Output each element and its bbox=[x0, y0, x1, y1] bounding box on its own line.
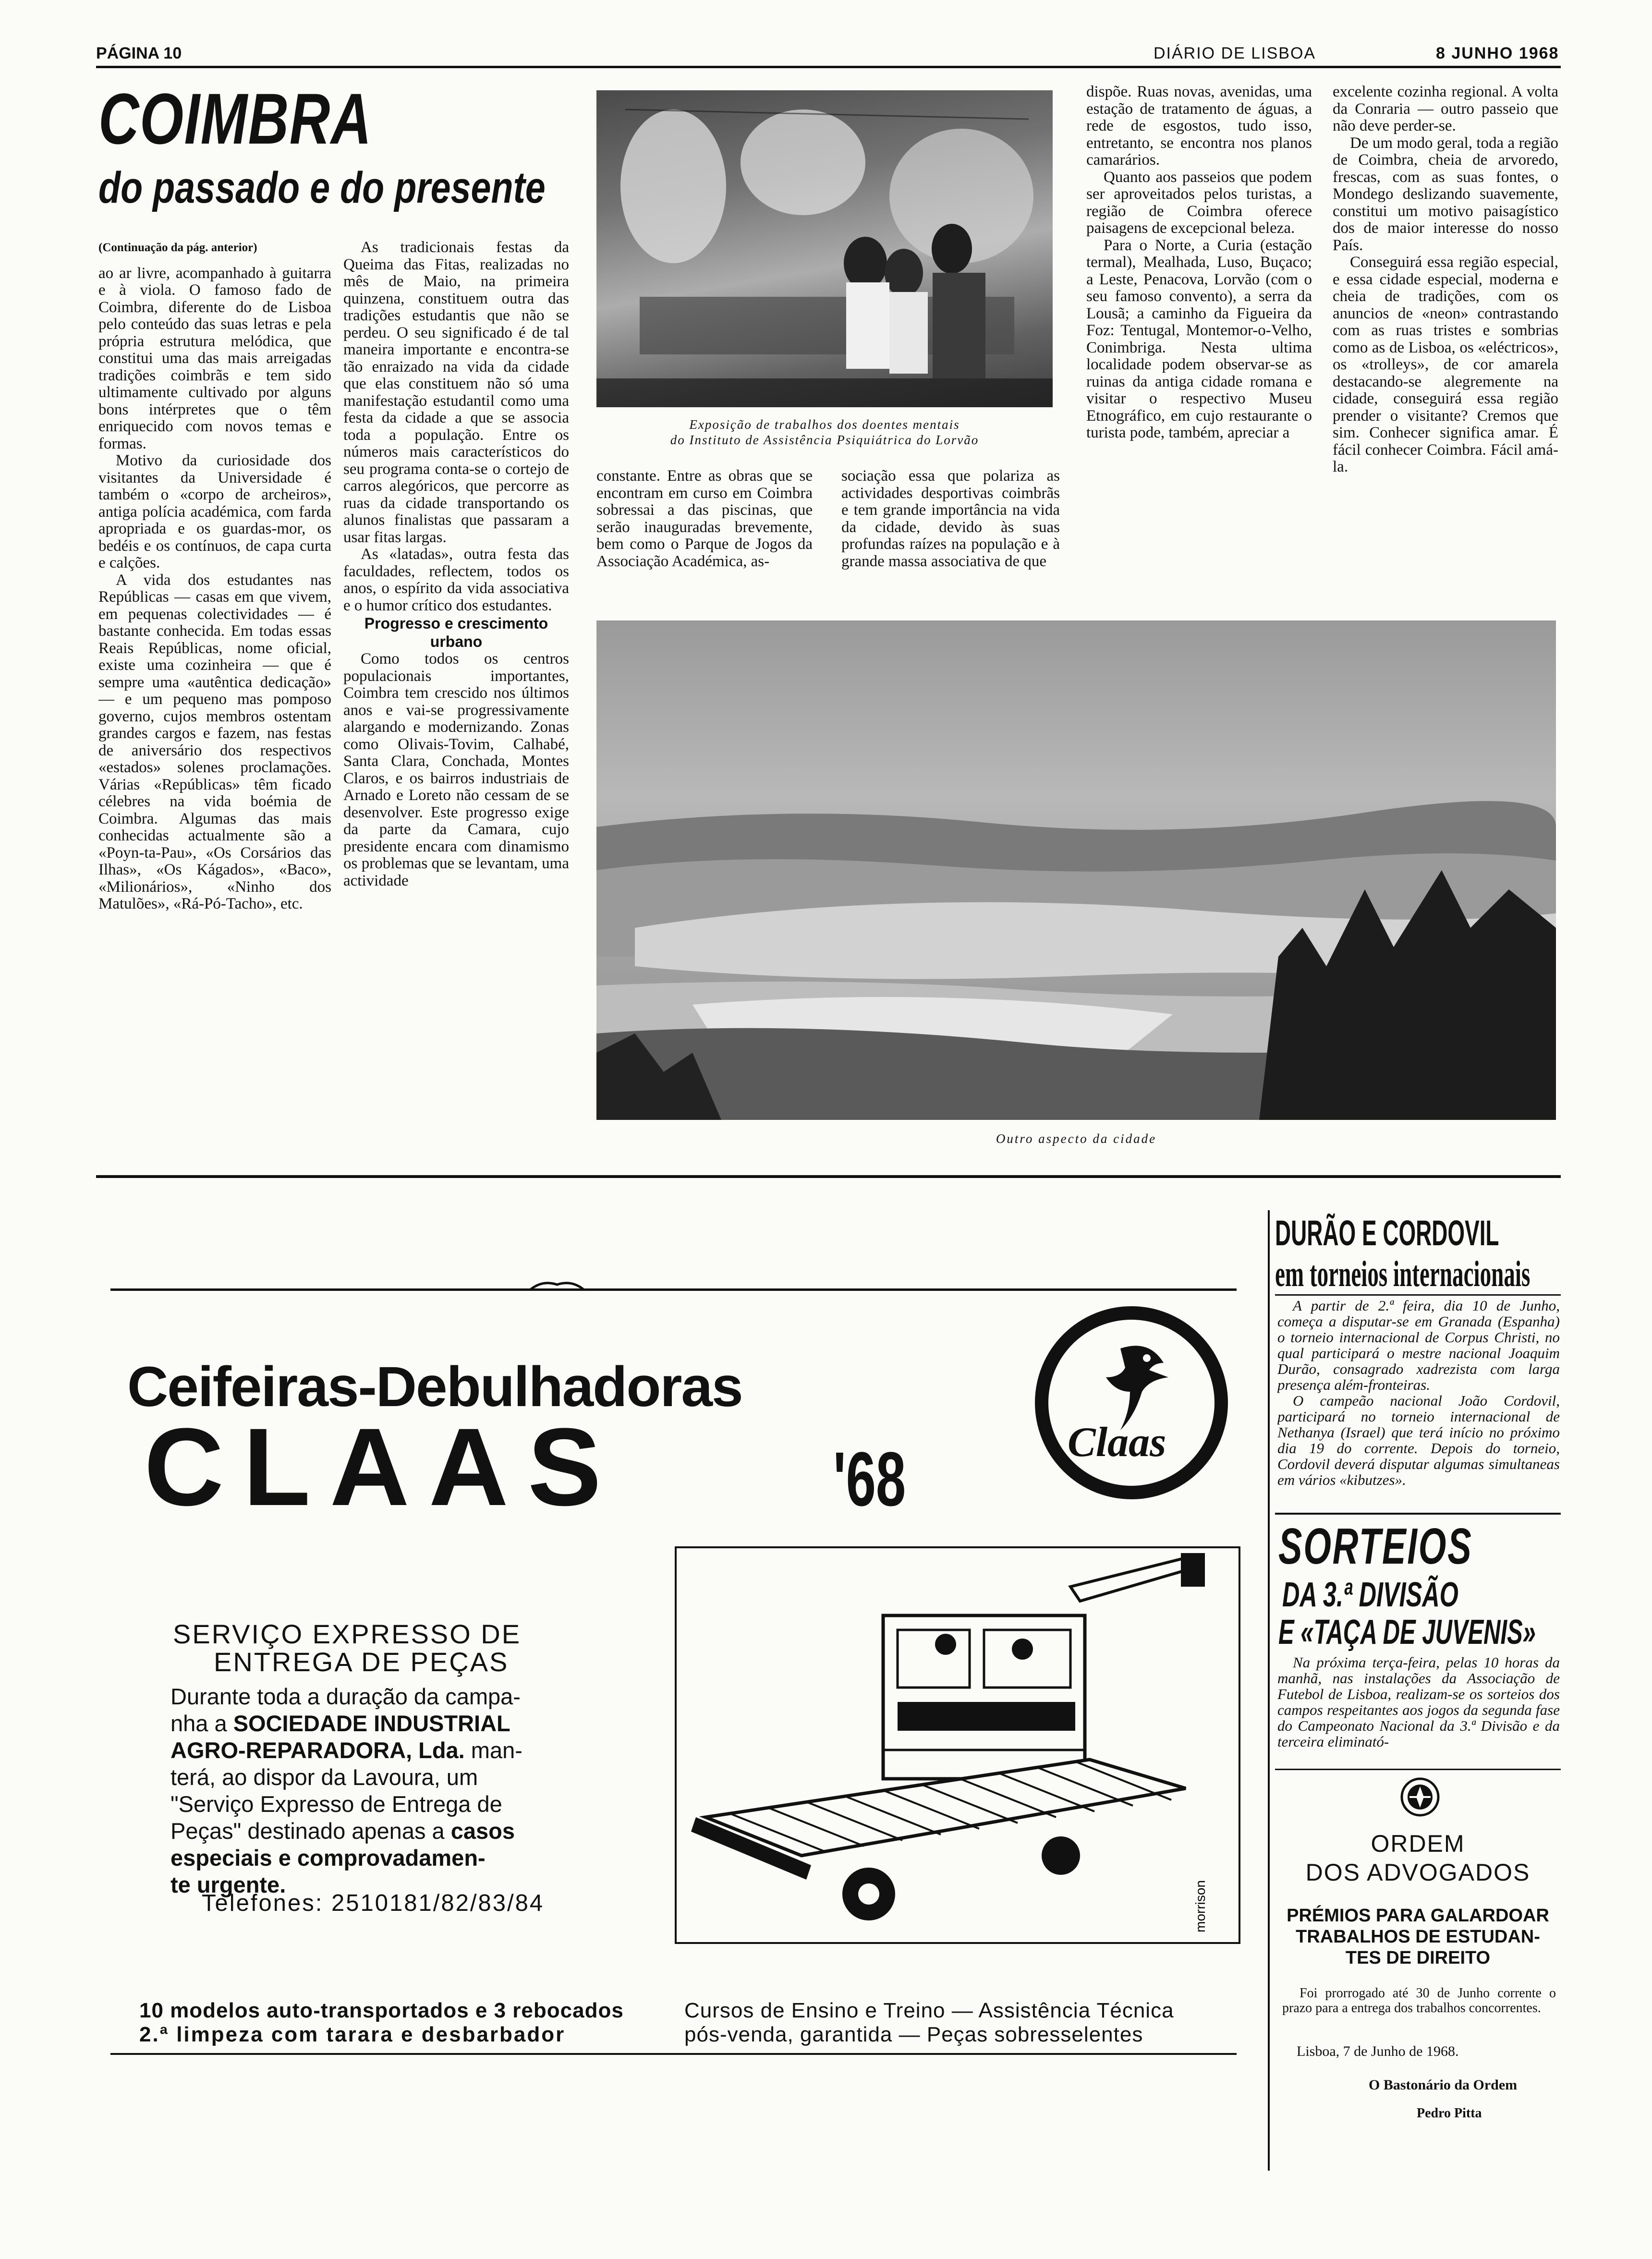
ad-top-ornament bbox=[528, 1277, 586, 1292]
claas-logo-ring bbox=[1048, 1320, 1215, 1486]
company-name: SOCIEDADE INDUSTRIAL bbox=[233, 1711, 510, 1736]
ordem-title-1: ORDEM bbox=[1371, 1830, 1465, 1857]
exhibition-photo-caption-1: Exposição de trabalhos dos doentes mentais bbox=[689, 417, 960, 432]
body-line: especiais e comprovadamen- bbox=[170, 1845, 486, 1870]
ordem-emblem-svg bbox=[1400, 1777, 1440, 1817]
premios-body: Foi prorrogado até 30 de Junho corrente o prazo para a entrega dos trabalhos concorrentes. bbox=[1282, 1986, 1556, 2016]
paragraph: Na próxima terça-feira, pelas 10 horas da manhã, nas instalações da Associação de Futebol de Lisboa, realizam-se os sorteios dos campos respeitantes aos jogos da segunda fase do Campeonato Nacional da 3.ª Divisão e da terceira eliminató- bbox=[1277, 1654, 1560, 1750]
harvester-illustration-box bbox=[675, 1546, 1240, 1944]
claas-logo bbox=[1035, 1306, 1228, 1499]
paragraph: De um modo geral, toda a região de Coimbra, cheia de arvoredo, frescas, com as suas fontes, o Mondego deslizando suavemente, constitui um motivo paisagístico dos de maior interesse do nosso País. bbox=[1333, 134, 1558, 254]
paragraph: As «latadas», outra festa das faculdades, reflectem, todos os anos, o espírito da vida associativa e o humor crítico dos estudantes. bbox=[343, 546, 569, 614]
body-line bbox=[170, 1737, 632, 1764]
exhibition-photo bbox=[596, 90, 1053, 407]
body-text: nha a bbox=[170, 1711, 233, 1736]
issue-date: 8 JUNHO 1968 bbox=[1436, 44, 1559, 62]
sorteios-division-text: DA 3.ª DIVISÃO bbox=[1282, 1576, 1458, 1614]
article-column-2 bbox=[343, 239, 569, 1164]
ad-top-rule bbox=[110, 1288, 1237, 1291]
paragraph: excelente cozinha regional. A volta da Conraria — outro passeio que não deve perder-se. bbox=[1333, 84, 1558, 134]
paragraph: A vida dos estudantes nas Repúblicas — casas em que vivem, em pequenas colectividades — é bastante conhecida. Em todas essas Reais Repúblicas, nome oficial, existe uma cozinheira — que é sempre uma «autêntica dedicação» — e um pequeno mas pomposo governo, cujos membros ostentam grandes cargos e fazem, nas festas de aniversário dos respectivos «estados» solenes proclamações. Várias «Repúblicas» têm ficado célebres na vida boémia de Coimbra. Algumas das mais conhecidas actualmente são a «Poyn-ta-Pau», «Os Corsários das Ilhas», «Os Kágados», «Baco», «Milionários», «Ninho dos Matulões», «Rá-Pó-Tacho», etc. bbox=[98, 571, 331, 912]
paragraph: dispõe. Ruas novas, avenidas, uma estação de tratamento de águas, a rede de esgostos, tudo isso, entretanto, se encontra nos planos camarários. bbox=[1086, 84, 1312, 169]
sorteios-title-text: SORTEIOS bbox=[1278, 1518, 1473, 1575]
paragraph: constante. Entre as obras que se encontram em curso em Coimbra sobressai a das piscinas, que serão inauguradas brevemente, bem como o Parque de Jogos da Associação Académica, as- bbox=[596, 468, 813, 570]
ad-footer-right-1: Cursos de Ensino e Treino — Assistência Técnica bbox=[684, 1999, 1174, 2022]
body-text: man- bbox=[464, 1737, 522, 1763]
city-photo-caption: Outro aspecto da cidade bbox=[996, 1131, 1157, 1146]
body-emphasis: casos bbox=[450, 1818, 515, 1844]
article-column-1 bbox=[98, 239, 331, 1164]
durao-bottom-rule bbox=[1275, 1513, 1561, 1515]
premios-title-2: TRABALHOS DE ESTUDAN- bbox=[1296, 1927, 1540, 1947]
service-body bbox=[170, 1683, 632, 1898]
city-photo bbox=[596, 620, 1556, 1120]
body-line bbox=[170, 1710, 632, 1737]
body-line: terá, ao dispor da Lavoura, um bbox=[170, 1764, 478, 1790]
body-line bbox=[170, 1818, 632, 1845]
sorteios-cup-text: E «TAÇA DE JUVENIS» bbox=[1278, 1613, 1536, 1652]
claas-logo-text: Claas bbox=[1068, 1419, 1166, 1466]
paragraph: sociação essa que polariza as actividades desportivas coimbrãs e tem grande importância na vida da cidade, devido às suas profundas raízes na população e à grande massa associativa de que bbox=[841, 468, 1060, 570]
durao-rule bbox=[1275, 1294, 1561, 1296]
article-title: COIMBRA bbox=[98, 78, 372, 159]
body-line: "Serviço Expresso de Entrega de bbox=[170, 1791, 502, 1817]
ad-phones: Telefones: 2510181/82/83/84 bbox=[202, 1890, 545, 1916]
paragraph: Quanto aos passeios que podem ser aproveitados pelos turistas, a região de Coimbra oferece paisagens de excepcional beleza. bbox=[1086, 168, 1312, 237]
sorteios-rule bbox=[1275, 1769, 1561, 1770]
continuation-note: (Continuação da pág. anterior) bbox=[98, 241, 257, 254]
section-subhead: Progresso e crescimento urbano bbox=[364, 615, 548, 650]
exhibition-photo-art bbox=[596, 90, 1053, 407]
ad-footer-right-2: pós-venda, garantida — Peças sobresselentes bbox=[684, 2023, 1143, 2046]
premios-title-1: PRÉMIOS PARA GALARDOAR bbox=[1287, 1906, 1549, 1926]
paragraph: Motivo da curiosidade dos visitantes da Universidade é também o «corpo de archeiros», antiga polícia académica, com farda apropriada e os guardas-mor, os bedéis e os contínuos, de capa curta e calções. bbox=[98, 452, 331, 571]
machine-label: CLAAS bbox=[960, 1750, 1031, 1768]
page-number: PÁGINA 10 bbox=[96, 44, 182, 62]
body-text: Peças" destinado apenas a bbox=[170, 1818, 451, 1844]
durao-title-text: DURÃO E CORDOVIL bbox=[1275, 1213, 1499, 1253]
ordem-emblem-icon bbox=[1400, 1777, 1440, 1817]
article-column-5 bbox=[1086, 84, 1312, 607]
ad-bottom-rule bbox=[110, 2053, 1237, 2055]
ad-headline: Ceifeiras-Debulhadoras bbox=[127, 1355, 742, 1419]
premios-date: Lisboa, 7 de Junho de 1968. bbox=[1297, 2043, 1459, 2059]
city-photo-art bbox=[596, 620, 1556, 1120]
section-rule bbox=[96, 1175, 1561, 1178]
sorteios-title-2 bbox=[1282, 1575, 1566, 1615]
artist-signature: morrison bbox=[1193, 1880, 1208, 1932]
ornament-icon bbox=[528, 1277, 586, 1292]
durao-title-1 bbox=[1275, 1213, 1563, 1253]
paragraph: O campeão nacional João Cordovil, participará no torneio internacional de Nethanya (Israel) que terá início no próximo dia 19 do corrente. Depois do torneio, Cordovil deverá disputar algumas simultaneas em vários «kibutzes». bbox=[1277, 1392, 1560, 1488]
sorteios-title-1 bbox=[1278, 1518, 1562, 1576]
durao-subtitle-text: em torneios internacionais bbox=[1275, 1254, 1531, 1294]
durao-body bbox=[1277, 1298, 1560, 1509]
service-title-1: SERVIÇO EXPRESSO DE bbox=[173, 1619, 522, 1649]
harvester-icon bbox=[677, 1548, 1239, 1942]
ad-footer-left-1: 10 modelos auto-transportados e 3 rebocados bbox=[139, 1999, 624, 2022]
article-column-6 bbox=[1333, 84, 1558, 607]
sorteios-title-3 bbox=[1278, 1613, 1562, 1652]
paragraph: Como todos os centros populacionais importantes, Coimbra tem crescido nos últimos anos e vai-se progressivamente alargando e modernizando. Zonas como Olivais-Tovim, Calhabé, Santa Clara, Conchada, Montes Claros, e os bairros industriais de Arnado e Loreto não cessam de se desenvolver. Este progresso exige da parte da Camara, cujo presidente encara com dinamismo os problemas que se levantam, uma actividade bbox=[343, 650, 569, 889]
ad-year: '68 bbox=[833, 1436, 906, 1522]
exhibition-photo-caption-2: do Instituto de Assistência Psiquiátrica do Lorvão bbox=[670, 433, 979, 447]
article-column-3 bbox=[596, 468, 813, 607]
newspaper-name: DIÁRIO DE LISBOA bbox=[1154, 44, 1316, 62]
premios-title-3: TES DE DIREITO bbox=[1345, 1948, 1491, 1968]
article-column-4 bbox=[841, 468, 1060, 607]
durao-title-2 bbox=[1275, 1253, 1563, 1295]
ad-brand: CLAAS bbox=[144, 1405, 621, 1529]
body-line: Durante toda a duração da campa- bbox=[170, 1684, 521, 1709]
paragraph: As tradicionais festas da Queima das Fitas, realizadas no mês de Maio, na primeira quinzena, constituem outra das tradições estudantis que não se perdeu. O seu significado é de tal maneira importante e encontra-se tão enraizado na vida da cidade que elas constituem não só uma manifestação estudantil como uma festa da cidade a que se associa toda a população. Entre os números mais característicos do seu programa conta-se o cortejo de carros alegóricos, que percorre as ruas da cidade transportando os alunos finalistas que passaram a usar fitas largas. bbox=[343, 239, 569, 546]
company-name-2: AGRO-REPARADORA, Lda. bbox=[170, 1737, 465, 1763]
paragraph: Conseguirá essa região especial, e essa cidade especial, moderna e cheia de tradições, com os anuncios de «neon» contrastando com as ruas tristes e sombrias como as de Lisboa, os «eléctricos», os «trolleys», de cor amarela destacando-se alegremente na cidade, conseguirá essa região prender o visitante? Cremos que sim. Conhecer significa amar. É fácil conhecer Coimbra. Fácil amá-la. bbox=[1333, 254, 1558, 475]
ordem-title-2: DOS ADVOGADOS bbox=[1305, 1859, 1531, 1886]
sorteios-body bbox=[1277, 1654, 1560, 1767]
paragraph: A partir de 2.ª feira, dia 10 de Junho, começa a disputar-se em Granada (Espanha) o torneio internacional de Corpus Christi, no qual participará o mestre nacional Joaquim Durão, consagrado xadrezista com larga presença além-fronteiras. bbox=[1277, 1298, 1560, 1393]
bastonario-line: O Bastonário da Ordem bbox=[1369, 2077, 1518, 2093]
header-rule bbox=[96, 66, 1561, 68]
paragraph: ao ar livre, acompanhado à guitarra e à viola. O famoso fado de Coimbra, diferente do de Lisboa pelo conteúdo das suas letras e pela própria estrutura melódica, que constitui uma das mais arreigadas tradições coimbrãs e tem sido ultimamente cultivado por alguns bons intérpretes que o têm enriquecido com novos temas e formas. bbox=[98, 264, 331, 452]
body-line: te urgente. bbox=[170, 1872, 286, 1897]
signature-name: Pedro Pitta bbox=[1417, 2106, 1482, 2121]
sidebar-left-rule bbox=[1268, 1210, 1270, 2171]
paragraph: Para o Norte, a Curia (estação termal), Mealhada, Luso, Buçaco; a Leste, Penacova, Lorvão (com o seu famoso convento), a serra da Lousã; a caminho da Figueira da Foz: Tentugal, Montemor-o-Velho, Conimbriga. Nesta ultima localidade podem observar-se as ruinas da antiga cidade romana e visitar o respectivo Museu Etnográfico, em cujo restaurante o turista pode, também, apreciar a bbox=[1086, 236, 1312, 441]
service-title-2: ENTREGA DE PEÇAS bbox=[214, 1647, 509, 1677]
article-subtitle: do passado e do presente bbox=[98, 163, 546, 212]
ad-footer-left-2: 2.ª limpeza com tarara e desbarbador bbox=[139, 2023, 566, 2046]
